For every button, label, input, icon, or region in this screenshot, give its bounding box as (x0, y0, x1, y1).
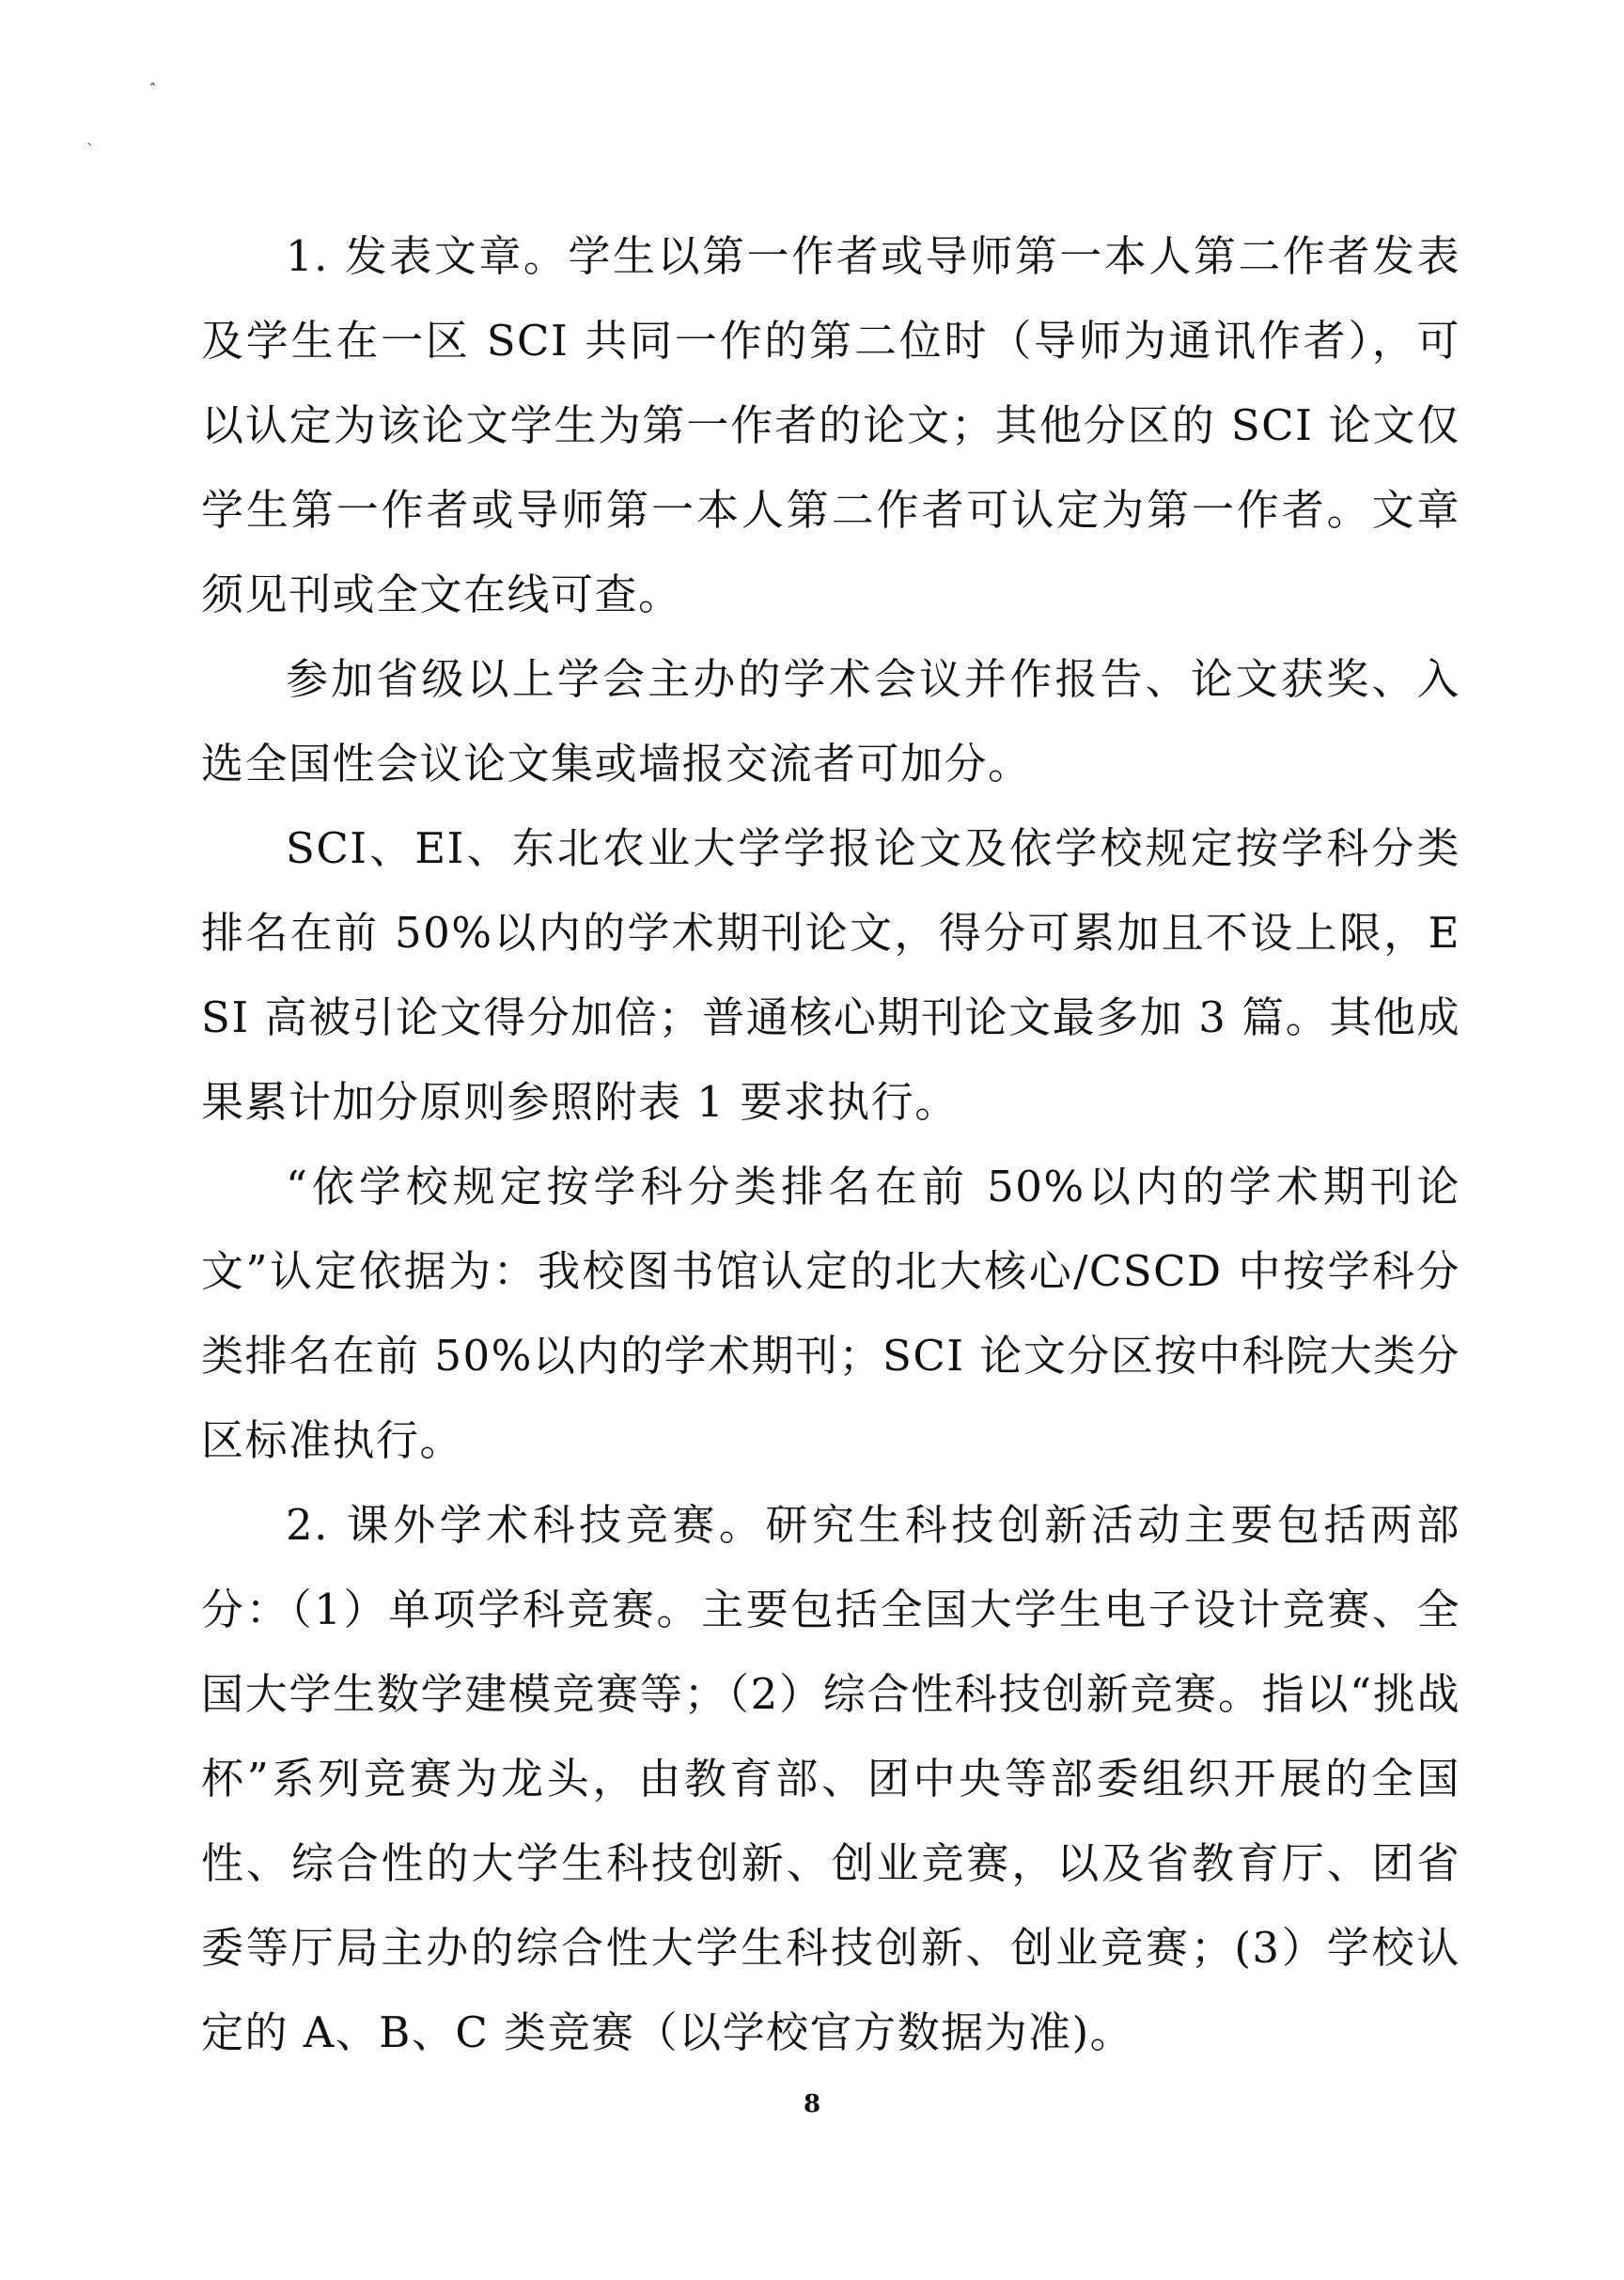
scan-mark: ˋ (86, 141, 94, 159)
paragraph-scoring-rules: SCI、EI、东北农业大学学报论文及依学校规定按学科分类排名在前 50%以内的学术期刊论文，得分可累加且不设上限，ESI 高被引论文得分加倍；普通核心期刊论文最多加 3 篇。其他成果累计加分原则参照附表 1 要求执行。 (201, 823, 1460, 1127)
paragraph-journal-criteria: “依学校规定按学科分类排名在前 50%以内的学术期刊论文”认定依据为：我校图书馆认定的北大核心/CSCD 中按学科分类排名在前 50%以内的学术期刊；SCI 论文分区按中科院大类分区标准执行。 (201, 1162, 1460, 1465)
paragraph-competitions: 2. 课外学术科技竞赛。研究生科技创新活动主要包括两部分：（1）单项学科竞赛。主要包括全国大学生电子设计竞赛、全国大学生数学建模竞赛等；（2）综合性科技创新竞赛。指以“挑战杯”系列竞赛为龙头，由教育部、团中央等部委组织开展的全国性、综合性的大学生科技创新、创业竞赛，以及省教育厅、团省委等厅局主办的综合性大学生科技创新、创业竞赛；(3）学校认定的 A、B、C 类竞赛（以学校官方数据为准)。 (201, 1500, 1460, 2057)
paragraph-conference-bonus: 参加省级以上学会主办的学术会议并作报告、论文获奖、入选全国性会议论文集或墙报交流者可加分。 (201, 654, 1460, 789)
document-body (201, 214, 1460, 2075)
paragraph-publish-articles: 1. 发表文章。学生以第一作者或导师第一本人第二作者发表及学生在一区 SCI 共同一作的第二位时（导师为通讯作者），可以认定为该论文学生为第一作者的论文；其他分区的 SCI 论文仅学生第一作者或导师第一本人第二作者可认定为第一作者。文章须见刊或全文在线可查。 (201, 231, 1460, 619)
page-number: 8 (803, 2090, 821, 2118)
scan-mark: ˆ (148, 81, 157, 101)
